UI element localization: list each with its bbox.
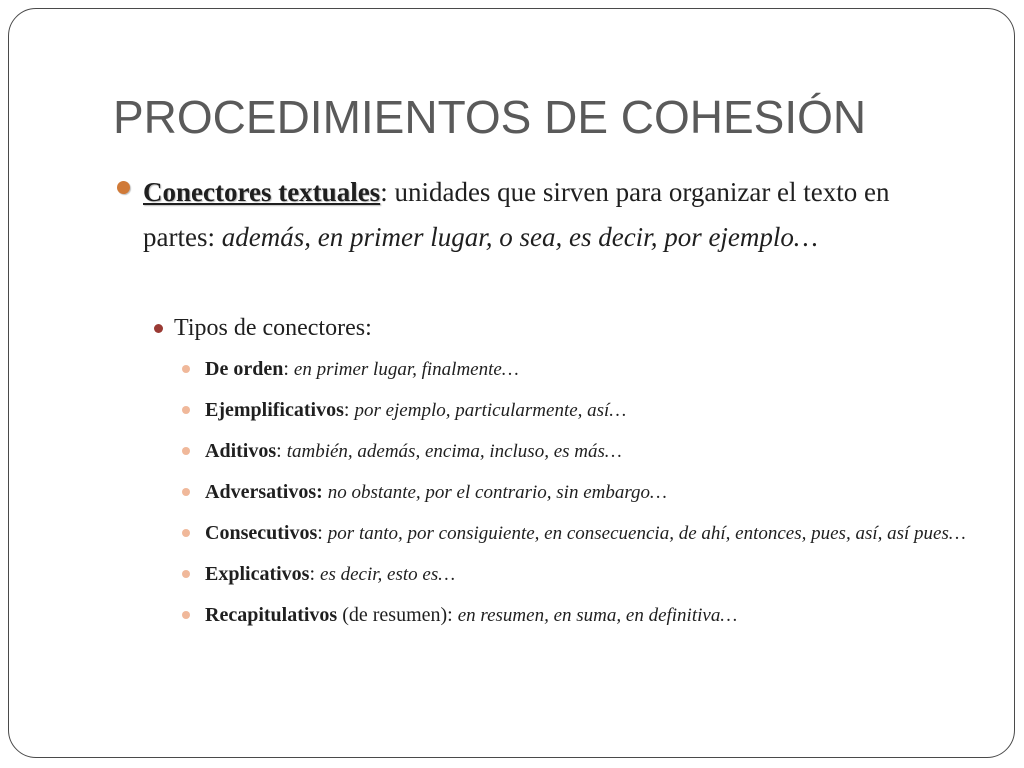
bullet-dot-icon (182, 447, 190, 455)
bullet-dot-icon (182, 365, 190, 373)
slide-title: PROCEDIMIENTOS DE COHESIÓN (113, 91, 867, 143)
bullet-dot-icon (182, 406, 190, 414)
list-item (205, 516, 985, 551)
type-suffix: : (283, 358, 294, 380)
type-suffix: : (309, 563, 321, 585)
list-item (205, 393, 985, 428)
type-suffix: : (276, 440, 287, 462)
type-examples: en resumen, en suma, en definitiva… (457, 605, 738, 626)
type-name: Consecutivos (205, 522, 318, 544)
type-name: De orden (205, 358, 284, 380)
bullet-dot-icon (182, 570, 190, 578)
list-item (205, 434, 985, 469)
bullet-dot-icon (182, 611, 190, 619)
type-examples: por ejemplo, particularmente, así… (354, 400, 627, 421)
list-item (205, 598, 985, 633)
type-name: Adversativos: (205, 481, 323, 503)
type-name: Explicativos (205, 563, 310, 585)
type-examples: no obstante, por el contrario, sin embargo… (327, 482, 667, 503)
main-point-examples: además, en primer lugar, o sea, es decir, por ejemplo… (221, 222, 818, 252)
bullet-dot-icon (182, 529, 190, 537)
connector-types-list (205, 352, 985, 639)
type-name: Recapitulativos (205, 604, 338, 626)
list-item (205, 557, 985, 592)
main-point (143, 170, 963, 260)
type-name: Aditivos (205, 440, 277, 462)
type-suffix: : (317, 522, 328, 544)
type-suffix: : (343, 399, 355, 421)
type-examples: es decir, esto es… (320, 564, 456, 585)
main-point-separator: : (380, 177, 388, 207)
main-point-text: unidades que sirven para organizar el texto en partes: (143, 177, 890, 252)
subpoint-label: Tipos de conectores: (174, 315, 372, 341)
type-examples: en primer lugar, finalmente… (293, 359, 519, 380)
list-item (205, 475, 985, 510)
type-name: Ejemplificativos (205, 399, 344, 421)
type-examples: también, además, encima, incluso, es más… (286, 441, 622, 462)
type-examples: por tanto, por consiguiente, en consecuencia, de ahí, entonces, pues, así, así pues… (327, 523, 966, 544)
bullet-dot-icon (117, 181, 130, 194)
bullet-dot-icon (154, 324, 163, 333)
main-point-term: Conectores textuales (143, 177, 381, 207)
type-suffix: (de resumen): (337, 604, 458, 626)
bullet-dot-icon (182, 488, 190, 496)
list-item (205, 352, 985, 387)
